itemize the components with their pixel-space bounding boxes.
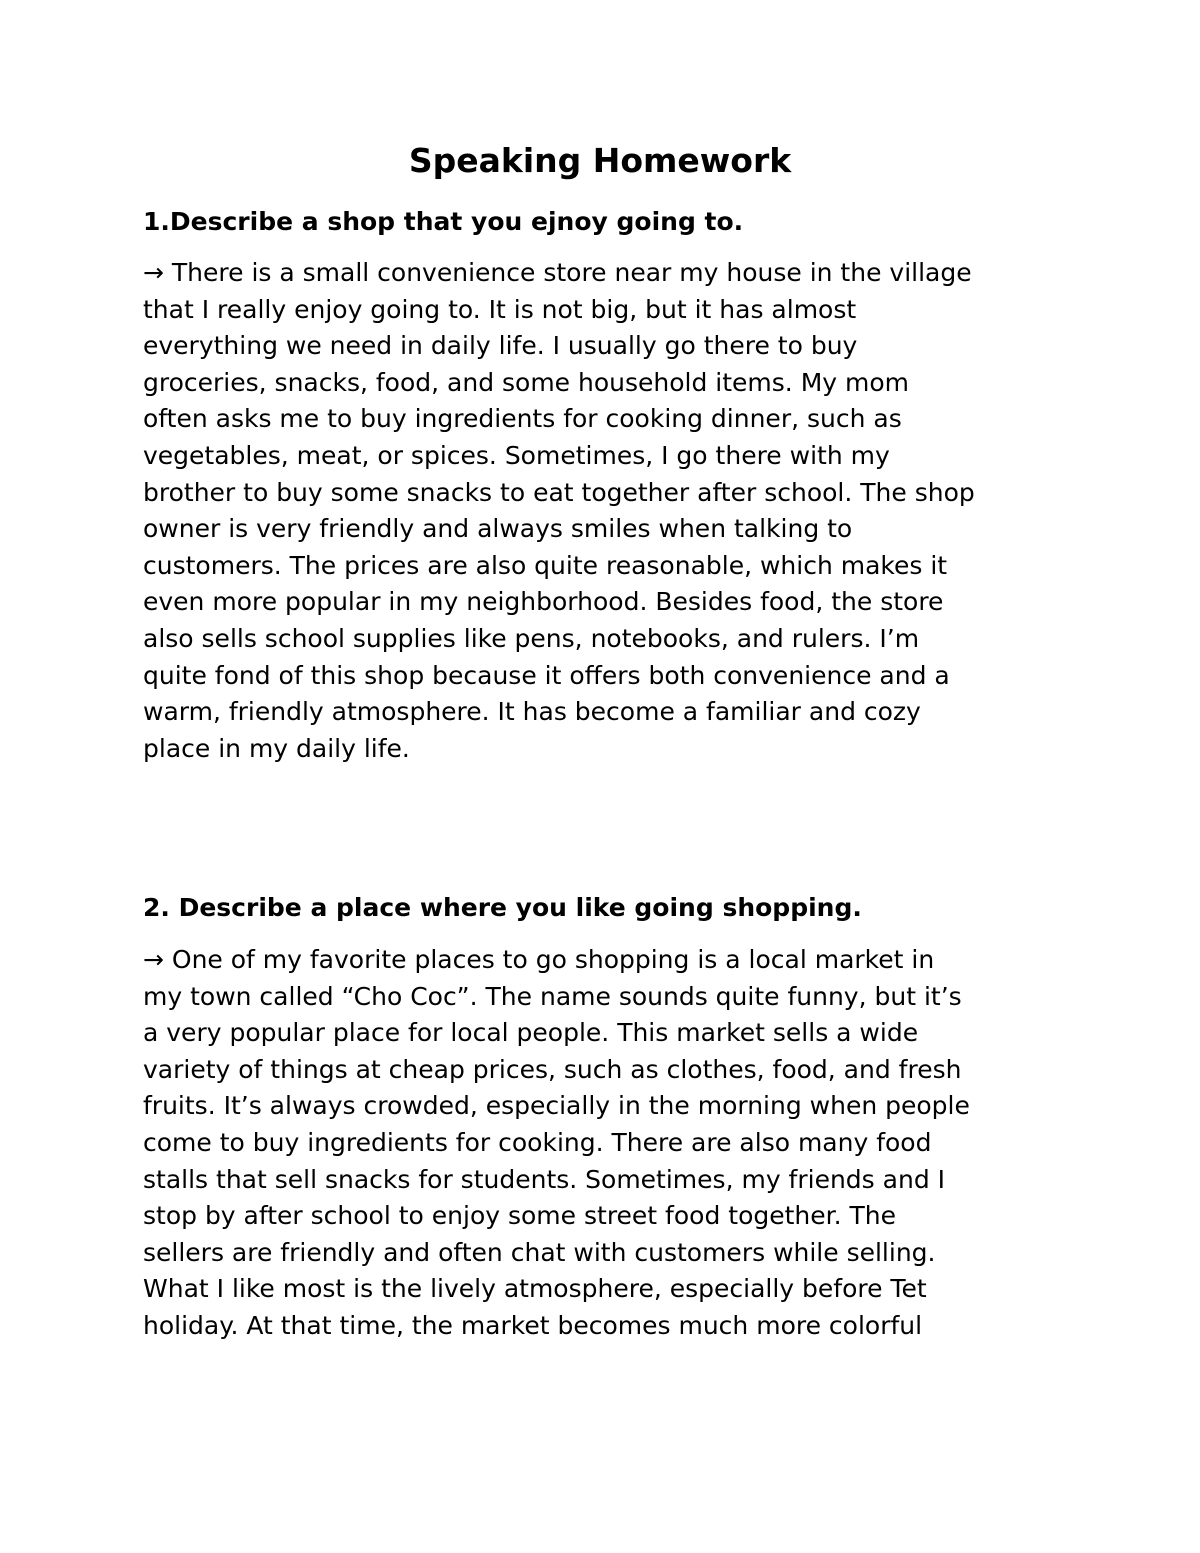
answer-line: place in my daily life. bbox=[143, 733, 410, 763]
answer-line: even more popular in my neighborhood. Besides food, the store bbox=[143, 587, 944, 617]
answer-line: customers. The prices are also quite reasonable, which makes it bbox=[143, 550, 948, 580]
answer-1-paragraph bbox=[143, 255, 1083, 767]
answer-line: sellers are friendly and often chat with customers while selling. bbox=[143, 1237, 936, 1267]
answer-line: vegetables, meat, or spices. Sometimes, I go there with my bbox=[143, 440, 890, 470]
answer-line: warm, friendly atmosphere. It has become a familiar and cozy bbox=[143, 697, 921, 727]
answer-line: also sells school supplies like pens, notebooks, and rulers. I’m bbox=[143, 623, 920, 653]
answer-line: groceries, snacks, food, and some household items. My mom bbox=[143, 367, 910, 397]
answer-line: brother to buy some snacks to eat together after school. The shop bbox=[143, 477, 975, 507]
answer-line: quite fond of this shop because it offers both convenience and a bbox=[143, 660, 950, 690]
answer-line: stop by after school to enjoy some street food together. The bbox=[143, 1201, 897, 1231]
page-title: Speaking Homework bbox=[408, 141, 792, 180]
answer-line: → There is a small convenience store near my house in the village bbox=[143, 258, 972, 287]
answer-line: fruits. It’s always crowded, especially in the morning when people bbox=[143, 1091, 970, 1121]
answer-line: often asks me to buy ingredients for cooking dinner, such as bbox=[143, 404, 902, 434]
answer-line: that I really enjoy going to. It is not big, but it has almost bbox=[143, 294, 857, 324]
answer-line: What I like most is the lively atmosphere, especially before Tet bbox=[143, 1274, 927, 1304]
answer-line: variety of things at cheap prices, such as clothes, food, and fresh bbox=[143, 1054, 962, 1084]
answer-line: come to buy ingredients for cooking. There are also many food bbox=[143, 1127, 932, 1157]
question-1-heading: 1.Describe a shop that you ejnoy going to. bbox=[143, 207, 744, 236]
answer-line: holiday. At that time, the market becomes much more colorful bbox=[143, 1310, 923, 1340]
answer-line: → One of my favorite places to go shopping is a local market in bbox=[143, 945, 935, 974]
answer-line: a very popular place for local people. This market sells a wide bbox=[143, 1018, 919, 1048]
answer-line: stalls that sell snacks for students. Sometimes, my friends and I bbox=[143, 1164, 946, 1194]
answer-2-paragraph bbox=[143, 942, 1083, 1345]
answer-line: everything we need in daily life. I usually go there to buy bbox=[143, 331, 858, 361]
answer-line: owner is very friendly and always smiles when talking to bbox=[143, 514, 853, 544]
answer-line: my town called “Cho Coc”. The name sounds quite funny, but it’s bbox=[143, 981, 962, 1011]
question-2-heading: 2. Describe a place where you like going shopping. bbox=[143, 893, 862, 922]
